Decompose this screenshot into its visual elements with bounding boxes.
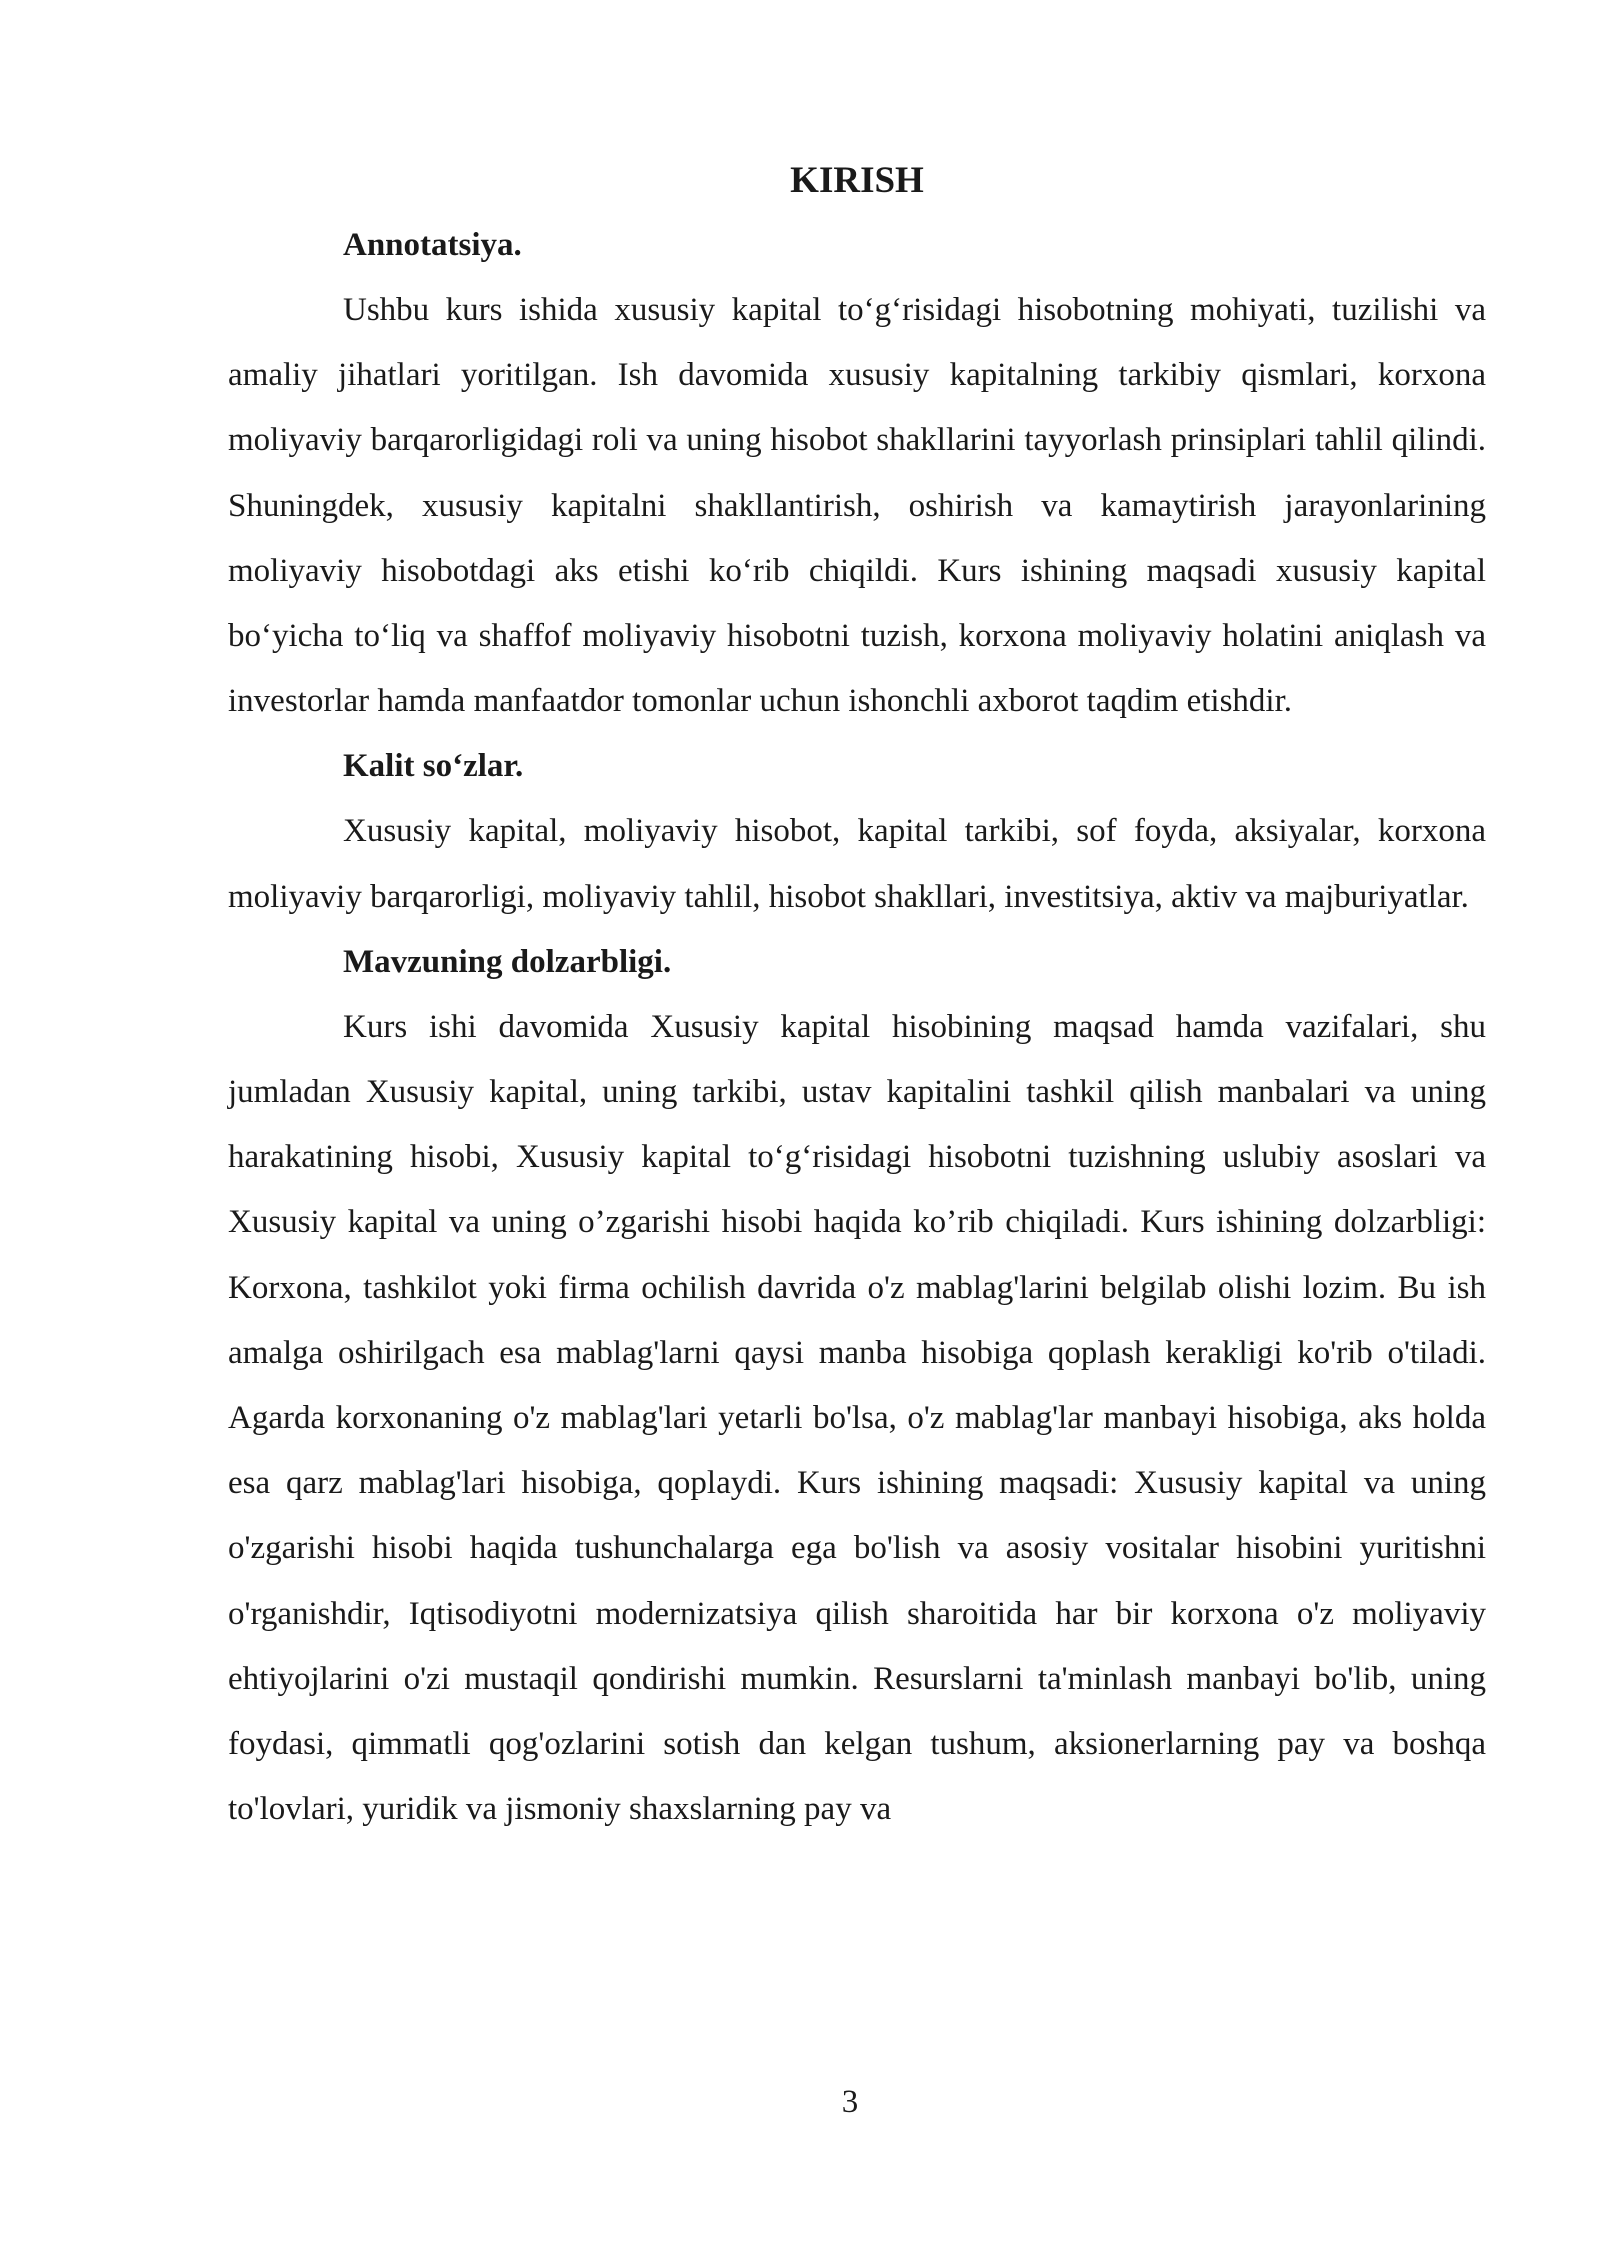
page-number: 3 [841, 2084, 859, 2120]
relevance-heading: Mavzuning dolzarbligi. [343, 943, 672, 980]
annotation-heading: Annotatsiya. [343, 227, 522, 263]
keywords-paragraph: Xususiy kapital, moliyaviy hisobot, kapital tarkibi, sof foyda, aksiyalar, korxona moliyaviy barqarorligi, moliyaviy tahlil, hisobot shakllari, investitsiya, aktiv va majburiyatlar. [228, 813, 1486, 915]
document-page [228, 148, 1486, 1842]
keywords-heading: Kalit so‘zlar. [343, 748, 524, 785]
annotation-paragraph: Ushbu kurs ishida xususiy kapital to‘g‘risidagi hisobotning mohiyati, tuzilishi va amaliy jihatlari yoritilgan. Ish davomida xususiy kapitalning tarkibiy qismlari, korxona moliyaviy barqarorligidagi roli va uning hisobot shakllarini tayyorlash prinsiplari tahlil qilindi. Shuningdek, xususiy kapitalni shakllantirish, oshirish va kamaytirish jarayonlarining moliyaviy hisobotdagi aks etishi ko‘rib chiqildi. Kurs ishining maqsadi xususiy kapital bo‘yicha to‘liq va shaffof moliyaviy hisobotni tuzish, korxona moliyaviy holatini aniqlash va investorlar hamda manfaatdor tomonlar uchun ishonchli axborot taqdim etishdir. [228, 292, 1486, 720]
relevance-paragraph: Kurs ishi davomida Xususiy kapital hisobining maqsad hamda vazifalari, shu jumladan Xususiy kapital, uning tarkibi, ustav kapitalini tashkil qilish manbalari va uning harakatining hisobi, Xususiy kapital to‘g‘risidagi hisobotni tuzishning uslubiy asoslari va Xususiy kapital va uning o’zgarishi hisobi haqida ko’rib chiqiladi. Kurs ishining dolzarbligi: Korxona, tashkilot yoki firma ochilish davrida o'z mablag'larini belgilab olishi lozim. Bu ish amalga oshirilgach esa mablag'larni qaysi manba hisobiga qoplash kerakligi ko'rib o'tiladi. Agarda korxonaning o'z mablag'lari yetarli bo'lsa, o'z mablag'lar manbayi hisobiga, aks holda esa qarz mablag'lari hisobiga, qoplaydi. Kurs ishining maqsadi: Xususiy kapital va uning o'zgarishi hisobi haqida tushunchalarga ega bo'lish va asosiy vositalar hisobini yuritishni o'rganishdir, Iqtisodiyotni modernizatsiya qilish sharoitida har bir korxona o'z moliyaviy ehtiyojlarini o'zi mustaqil qondirishi mumkin. Resurslarni ta'minlash manbayi bo'lib, uning foydasi, qimmatli qog'ozlarini sotish dan kelgan tushum, aksionerlarning pay va boshqa to'lovlari, yuridik va jismoniy shaxslarning pay va [228, 1008, 1486, 1828]
page-title: KIRISH [790, 160, 924, 201]
